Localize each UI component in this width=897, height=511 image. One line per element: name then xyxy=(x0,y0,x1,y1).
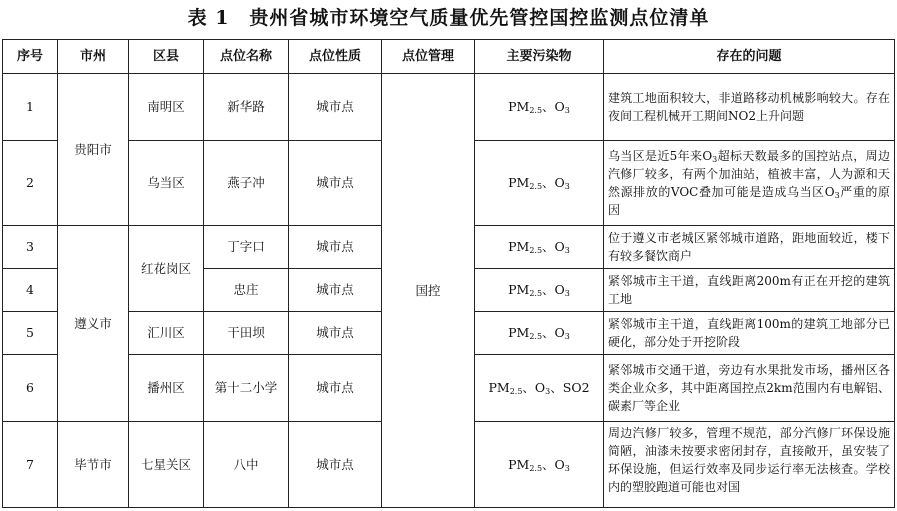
city-cell: 贵阳市 xyxy=(58,74,129,226)
header-no: 序号 xyxy=(3,40,58,74)
district-cell: 红花岗区 xyxy=(129,226,204,312)
site-cell: 第十二小学 xyxy=(204,355,289,422)
row-no: 2 xyxy=(3,141,58,226)
header-management: 点位管理 xyxy=(382,40,475,74)
district-cell: 乌当区 xyxy=(129,141,204,226)
pollutant-cell: $PM_{2.5}$、$O_3$ xyxy=(475,74,604,141)
pollutant-cell: $PM_{2.5}$、$O_3$ xyxy=(475,141,604,226)
issue-cell: 紧邻城市主干道，直线距离200m有正在开挖的建筑工地 xyxy=(604,269,895,312)
header-city: 市州 xyxy=(58,40,129,74)
monitoring-sites-table xyxy=(2,39,895,508)
district-cell: 南明区 xyxy=(129,74,204,141)
district-cell: 汇川区 xyxy=(129,312,204,355)
row-no: 7 xyxy=(3,422,58,508)
table-row xyxy=(3,74,895,141)
pollutant-cell: $PM_{2.5}$、$O_3$ xyxy=(475,226,604,269)
header-pollutants: 主要污染物 xyxy=(475,40,604,74)
site-cell: 干田坝 xyxy=(204,312,289,355)
table-title: 表 1 贵州省城市环境空气质量优先管控国控监测点位清单 xyxy=(187,7,710,29)
issue-cell: 紧邻城市主干道，直线距离100m的建筑工地部分已硬化，部分处于开挖阶段 xyxy=(604,312,895,355)
site-cell: 八中 xyxy=(204,422,289,508)
row-no: 6 xyxy=(3,355,58,422)
issue-cell: 位于遵义市老城区紧邻城市道路，距地面较近，楼下有较多餐饮商户 xyxy=(604,226,895,269)
site-cell: 忠庄 xyxy=(204,269,289,312)
nature-cell: 城市点 xyxy=(289,74,382,141)
site-cell: 丁字口 xyxy=(204,226,289,269)
district-cell: 播州区 xyxy=(129,355,204,422)
issue-cell: 周边汽修厂较多，管理不规范，部分汽修厂环保设施简陋，油漆未按要求密闭封存，直接敞开，虽安装了环保设施，但运行效率及同步运行率无法核查。学校内的塑胶跑道可能也对国 xyxy=(604,422,895,508)
city-cell: 遵义市 xyxy=(58,226,129,422)
header-issues: 存在的问题 xyxy=(604,40,895,74)
issue-cell: 紧邻城市交通干道，旁边有水果批发市场，播州区各类企业众多，其中距离国控点2km范围内有电解铝、碳素厂等企业 xyxy=(604,355,895,422)
nature-cell: 城市点 xyxy=(289,312,382,355)
nature-cell: 城市点 xyxy=(289,422,382,508)
pollutant-cell: $PM_{2.5}$、$O_3$ xyxy=(475,269,604,312)
site-cell: 燕子冲 xyxy=(204,141,289,226)
row-no: 5 xyxy=(3,312,58,355)
city-cell: 毕节市 xyxy=(58,422,129,508)
pollutant-cell: $PM_{2.5}$、$O_3$ xyxy=(475,312,604,355)
header-site: 点位名称 xyxy=(204,40,289,74)
district-cell: 七星关区 xyxy=(129,422,204,508)
management-cell: 国控 xyxy=(382,74,475,508)
site-cell: 新华路 xyxy=(204,74,289,141)
nature-cell: 城市点 xyxy=(289,355,382,422)
issue-cell: 乌当区是近5年来$O_3$超标天数最多的国控站点，周边汽修厂较多，有两个加油站，植被丰富，人为源和天然源排放的VOC叠加可能是造成乌当区$O_3$严重的原因 xyxy=(604,141,895,226)
table-header-row xyxy=(3,40,895,74)
nature-cell: 城市点 xyxy=(289,226,382,269)
nature-cell: 城市点 xyxy=(289,141,382,226)
row-no: 3 xyxy=(3,226,58,269)
pollutant-cell: $PM_{2.5}$、$O_3$、SO2 xyxy=(475,355,604,422)
header-nature: 点位性质 xyxy=(289,40,382,74)
nature-cell: 城市点 xyxy=(289,269,382,312)
issue-cell: 建筑工地面积较大，非道路移动机械影响较大。存在夜间工程机械开工期间NO2上升问题 xyxy=(604,74,895,141)
pollutant-cell: $PM_{2.5}$、$O_3$ xyxy=(475,422,604,508)
row-no: 4 xyxy=(3,269,58,312)
row-no: 1 xyxy=(3,74,58,141)
header-district: 区县 xyxy=(129,40,204,74)
